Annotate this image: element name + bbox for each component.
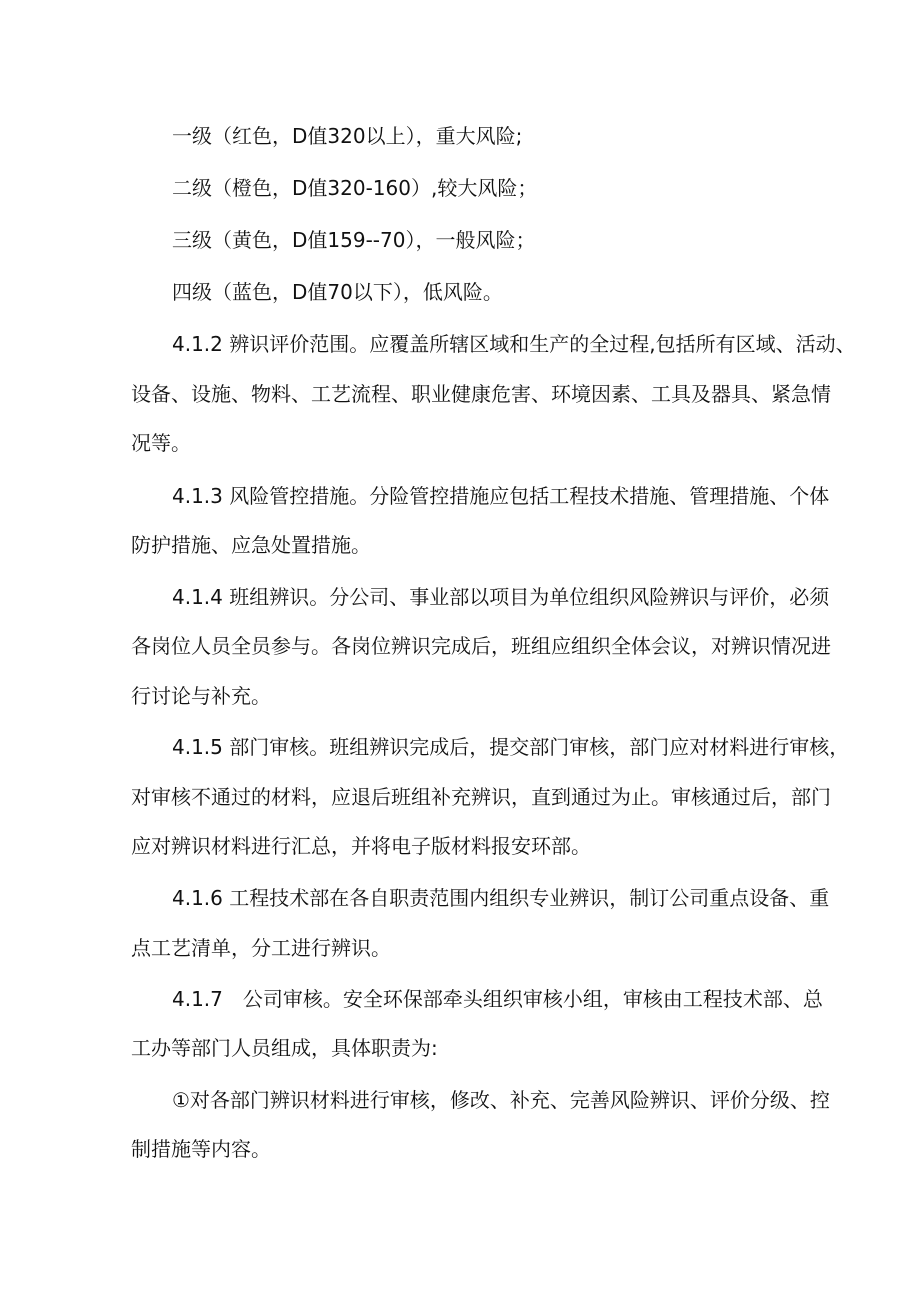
duty-item-1-line-2: 制措施等内容。 xyxy=(131,1137,271,1161)
section-4-1-3-line-2: 防护措施、应急处置措施。 xyxy=(131,533,371,557)
section-4-1-7-line-2: 工办等部门人员组成，具体职责为: xyxy=(131,1036,438,1060)
section-4-1-3-line-1: 4.1.3 风险管控措施。分险管控措施应包括工程技术措施、管理措施、个体 xyxy=(172,484,830,508)
section-4-1-4-line-3: 行讨论与补充。 xyxy=(131,684,271,708)
section-4-1-4-line-1: 4.1.4 班组辨识。分公司、事业部以项目为单位组织风险辨识与评价，必须 xyxy=(172,585,830,609)
level-four-line: 四级（蓝色，D值70以下），低风险。 xyxy=(172,280,503,304)
duty-item-1-line-1: ①对各部门辨识材料进行审核，修改、补充、完善风险辨识、评价分级、控 xyxy=(172,1088,830,1112)
section-4-1-7-line-1: 4.1.7 公司审核。安全环保部牵头组织审核小组，审核由工程技术部、总 xyxy=(172,987,823,1011)
level-one-line: 一级（红色，D值320以上），重大风险; xyxy=(172,124,523,148)
section-4-1-2-line-2: 设备、设施、物料、工艺流程、职业健康危害、环境因素、工具及器具、紧急情 xyxy=(131,382,831,406)
section-4-1-4-line-2: 各岗位人员全员参与。各岗位辨识完成后，班组应组织全体会议，对辨识情况进 xyxy=(131,634,831,658)
level-three-line: 三级（黄色，D值159--70），一般风险； xyxy=(172,228,536,252)
section-4-1-5-line-3: 应对辨识材料进行汇总，并将电子版材料报安环部。 xyxy=(131,834,591,858)
section-4-1-6-line-2: 点工艺清单，分工进行辨识。 xyxy=(131,936,391,960)
level-two-line: 二级（橙色，D值320-160）,较大风险； xyxy=(172,176,538,200)
section-4-1-2-line-3: 况等。 xyxy=(131,431,191,455)
section-4-1-5-line-2: 对审核不通过的材料，应退后班组补充辨识，直到通过为止。审核通过后，部门 xyxy=(131,785,831,809)
section-4-1-5-line-1: 4.1.5 部门审核。班组辨识完成后，提交部门审核，部门应对材料进行审核， xyxy=(172,735,850,759)
section-4-1-6-line-1: 4.1.6 工程技术部在各自职责范围内组织专业辨识，制订公司重点设备、重 xyxy=(172,886,830,910)
section-4-1-2-line-1: 4.1.2 辨识评价范围。应覆盖所辖区域和生产的全过程,包括所有区域、活动、 xyxy=(172,332,856,356)
